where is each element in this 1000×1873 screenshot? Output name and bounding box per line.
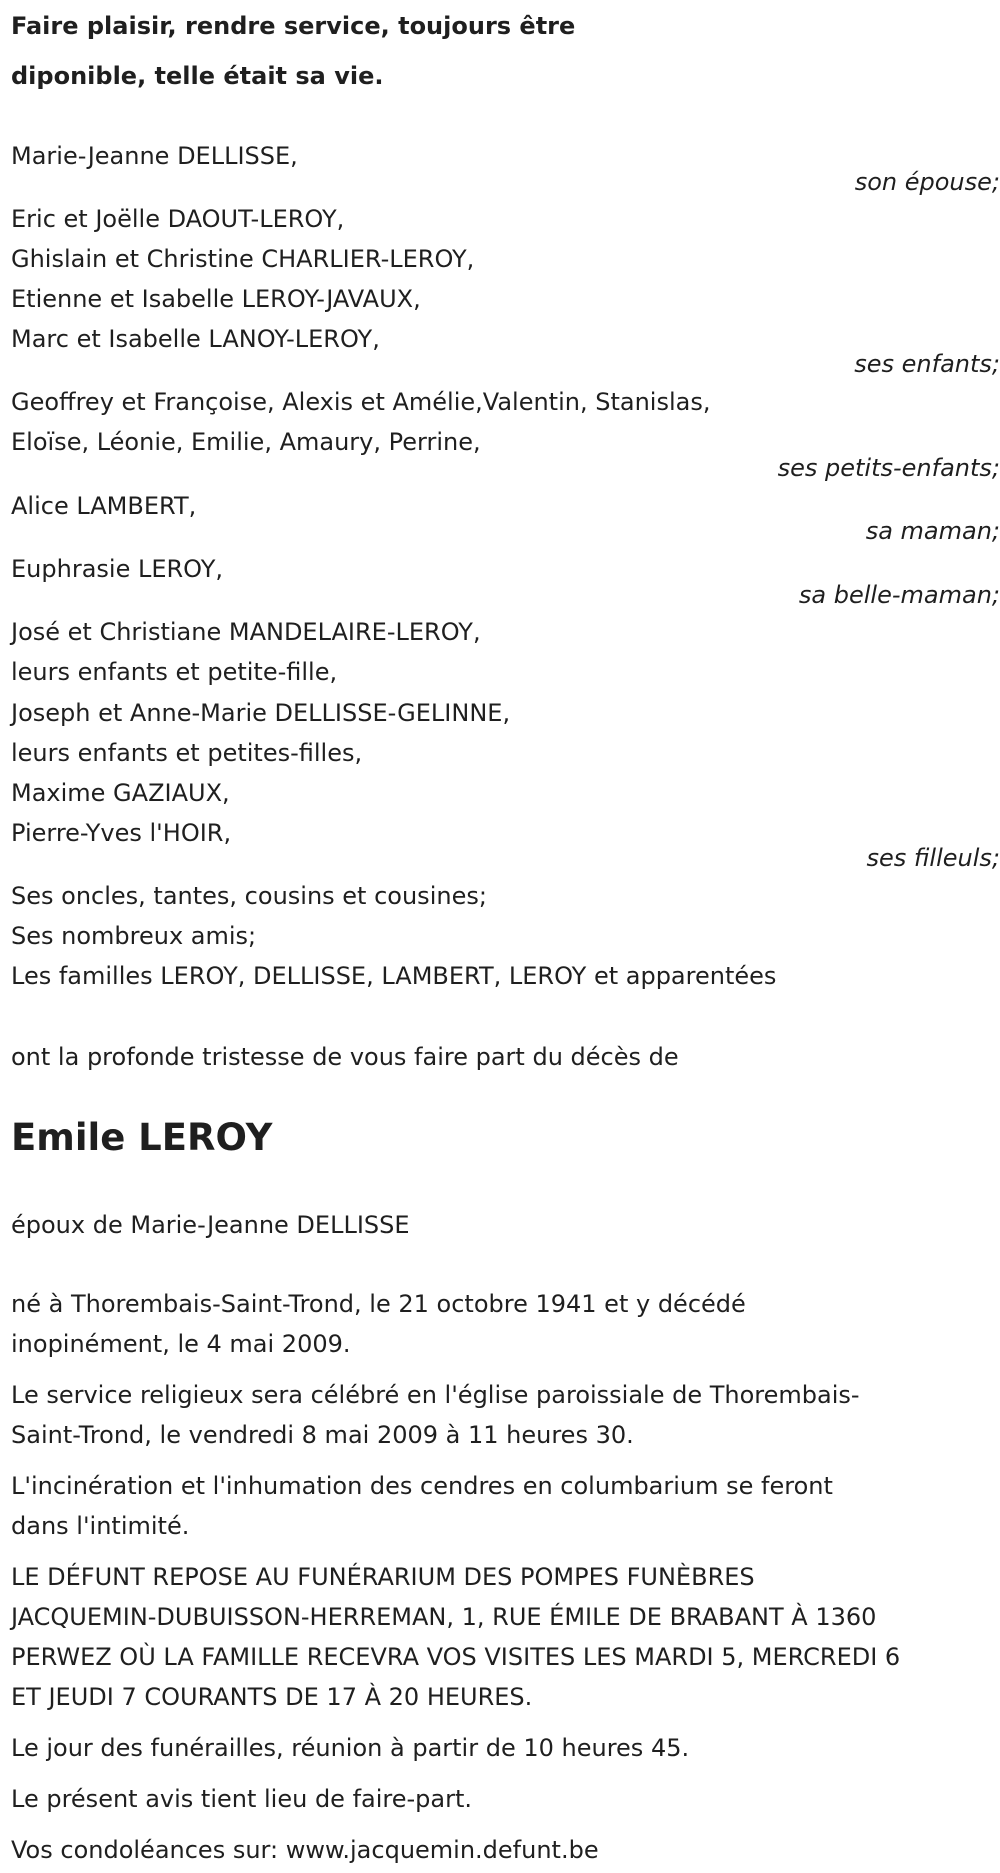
grandchildren-1: Geoffrey et Françoise, Alexis et Amélie,Valentin, Stanislas, <box>11 388 711 416</box>
others-2: Ses nombreux amis; <box>11 922 257 950</box>
funerarium-4: ET JEUDI 7 COURANTS DE 17 À 20 HEURES. <box>11 1683 533 1711</box>
child-3: Etienne et Isabelle LEROY-JAVAUX, <box>11 285 421 313</box>
child-2: Ghislain et Christine CHARLIER-LEROY, <box>11 245 475 273</box>
grandchildren-2: Eloïse, Léonie, Emilie, Amaury, Perrine, <box>11 428 481 456</box>
birth-death-1: né à Thorembais-Saint-Trond, le 21 octobre 1941 et y décédé <box>11 1290 746 1318</box>
quote-line-1: Faire plaisir, rendre service, toujours être <box>11 12 576 40</box>
service-2: Saint-Trond, le vendredi 8 mai 2009 à 11 heures 30. <box>11 1421 634 1449</box>
grandchildren-role: ses petits-enfants; <box>777 454 1000 482</box>
meeting-info: Le jour des funérailles, réunion à partir de 10 heures 45. <box>11 1734 690 1762</box>
godchild-1: José et Christiane MANDELAIRE-LEROY, <box>11 618 481 646</box>
others-1: Ses oncles, tantes, cousins et cousines; <box>11 882 487 910</box>
child-1: Eric et Joëlle DAOUT-LEROY, <box>11 205 345 233</box>
spouse-name: Marie-Jeanne DELLISSE, <box>11 142 298 170</box>
mother-in-law-name: Euphrasie LEROY, <box>11 555 224 583</box>
children-role: ses enfants; <box>854 350 1000 378</box>
godchild-4: leurs enfants et petites-filles, <box>11 739 363 767</box>
mother-role: sa maman; <box>865 517 1000 545</box>
child-4: Marc et Isabelle LANOY-LEROY, <box>11 325 380 353</box>
announcement: ont la profonde tristesse de vous faire part du décès de <box>11 1043 679 1071</box>
cremation-1: L'incinération et l'inhumation des cendres en columbarium se feront <box>11 1472 833 1500</box>
service-1: Le service religieux sera célébré en l'église paroissiale de Thorembais- <box>11 1381 860 1409</box>
spouse-role: son épouse; <box>854 168 1000 196</box>
mother-name: Alice LAMBERT, <box>11 492 197 520</box>
godchild-6: Pierre-Yves l'HOIR, <box>11 819 232 847</box>
deceased-name: Emile LEROY <box>11 1116 273 1159</box>
notice-info: Le présent avis tient lieu de faire-part. <box>11 1785 473 1813</box>
godchild-5: Maxime GAZIAUX, <box>11 779 230 807</box>
godchild-2: leurs enfants et petite-fille, <box>11 658 338 686</box>
deceased-relation: époux de Marie-Jeanne DELLISSE <box>11 1211 410 1239</box>
funerarium-2: JACQUEMIN-DUBUISSON-HERREMAN, 1, RUE ÉMILE DE BRABANT À 1360 <box>11 1603 877 1631</box>
funerarium-1: LE DÉFUNT REPOSE AU FUNÉRARIUM DES POMPES FUNÈBRES <box>11 1563 755 1591</box>
godchild-3: Joseph et Anne-Marie DELLISSE-GELINNE, <box>11 699 511 727</box>
cremation-2: dans l'intimité. <box>11 1512 190 1540</box>
funerarium-3: PERWEZ OÙ LA FAMILLE RECEVRA VOS VISITES LES MARDI 5, MERCREDI 6 <box>11 1643 901 1671</box>
quote-line-2: diponible, telle était sa vie. <box>11 62 384 90</box>
godchildren-role: ses filleuls; <box>866 844 1000 872</box>
condolences-info: Vos condoléances sur: www.jacquemin.defunt.be <box>11 1836 599 1864</box>
birth-death-2: inopinément, le 4 mai 2009. <box>11 1330 351 1358</box>
mother-in-law-role: sa belle-maman; <box>798 581 1000 609</box>
others-3: Les familles LEROY, DELLISSE, LAMBERT, LEROY et apparentées <box>11 962 777 990</box>
